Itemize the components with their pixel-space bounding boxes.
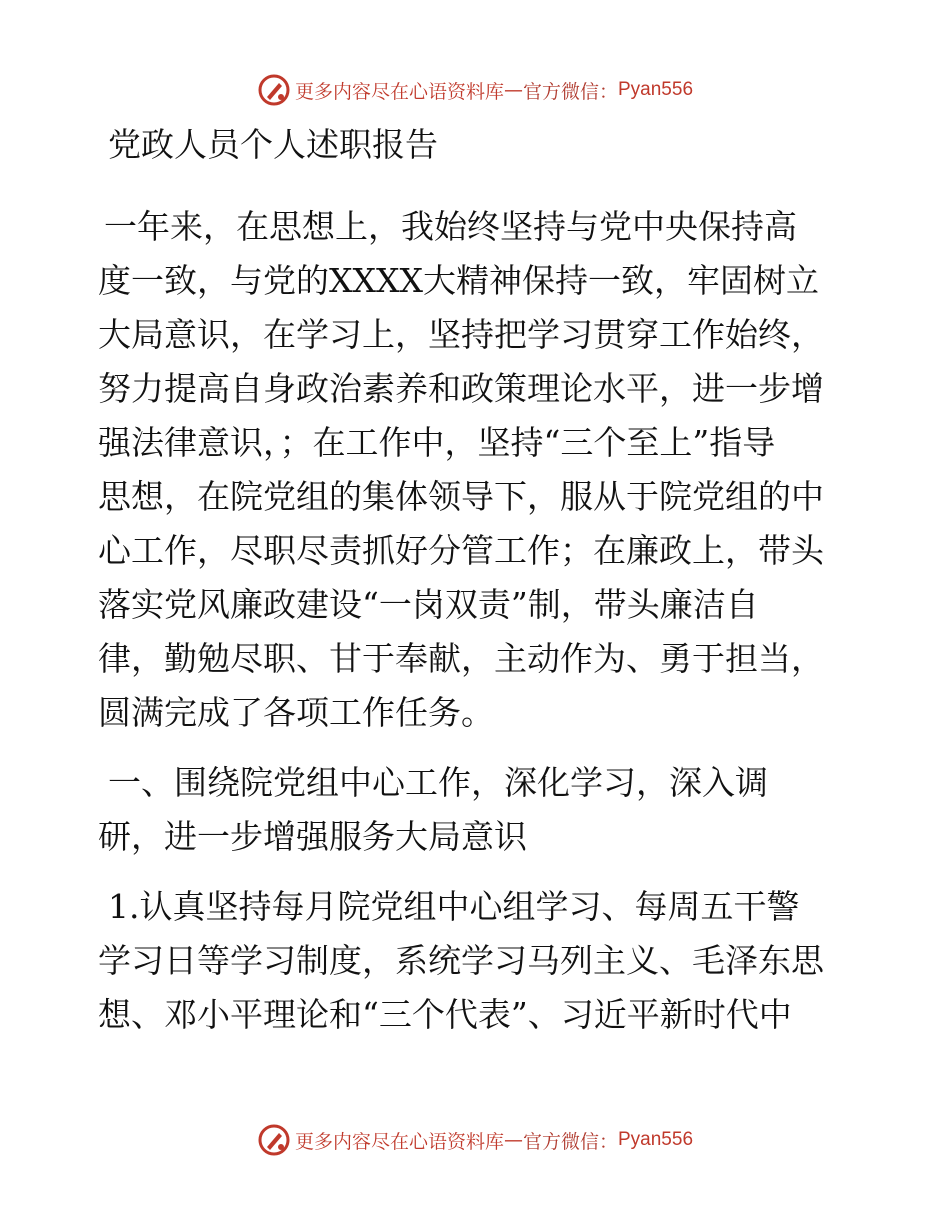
paragraph-line: 心工作，尽职尽责抓好分管工作；在廉政上，带头 xyxy=(98,531,824,570)
pen-seal-icon xyxy=(257,1123,291,1157)
paragraph-line: 大局意识，在学习上，坚持把学习贯穿工作始终， xyxy=(98,315,824,354)
watermark-main-text: 更多内容尽在心语资料库 xyxy=(294,80,504,103)
paragraph-line: 一年来，在思想上，我始终坚持与党中央保持高 xyxy=(104,207,797,246)
pen-seal-icon xyxy=(257,73,291,107)
paragraph-line: 思想，在院党组的集体领导下，服从于院党组的中 xyxy=(98,477,824,516)
paragraph-intro xyxy=(98,200,858,740)
heading-line: 研，进一步增强服务大局意识 xyxy=(98,817,527,856)
item-line: 1.认真坚持每月院党组中心组学习、每周五干警 xyxy=(108,887,800,926)
paragraph-line: 圆满完成了各项工作任务。 xyxy=(98,693,494,732)
watermark-separator: — xyxy=(503,79,523,101)
watermark-main-text: 更多内容尽在心语资料库 xyxy=(294,1130,504,1153)
watermark-footer xyxy=(0,1120,950,1160)
heading-line: 一、围绕院党组中心工作，深化学习，深入调 xyxy=(108,763,768,802)
paragraph-line: 落实党风廉政建设“一岗双责”制，带头廉洁自 xyxy=(98,585,759,624)
watermark-separator: — xyxy=(503,1129,523,1151)
item-line: 学习日等学习制度，系统学习马列主义、毛泽东思 xyxy=(98,941,824,980)
document-title: 党政人员个人述职报告 xyxy=(108,125,438,164)
paragraph-line: 度一致，与党的XXXX大精神保持一致，牢固树立 xyxy=(98,261,819,300)
list-item-1 xyxy=(98,880,858,1042)
watermark-wechat-id: Pyan556 xyxy=(618,1129,694,1150)
paragraph-line: 律，勤勉尽职、甘于奉献，主动作为、勇于担当， xyxy=(98,639,824,678)
document-body xyxy=(98,118,858,1042)
paragraph-line: 强法律意识，；在工作中，坚持“三个至上”指导 xyxy=(98,423,776,462)
watermark-wechat-id: Pyan556 xyxy=(618,79,694,100)
item-line: 想、邓小平理论和“三个代表”、习近平新时代中 xyxy=(98,995,792,1034)
section-heading-1 xyxy=(98,756,858,864)
watermark-sub-text: 官方微信： xyxy=(522,1130,618,1153)
watermark-sub-text: 官方微信： xyxy=(522,80,618,103)
paragraph-line: 努力提高自身政治素养和政策理论水平，进一步增 xyxy=(98,369,824,408)
watermark-header xyxy=(0,70,950,110)
